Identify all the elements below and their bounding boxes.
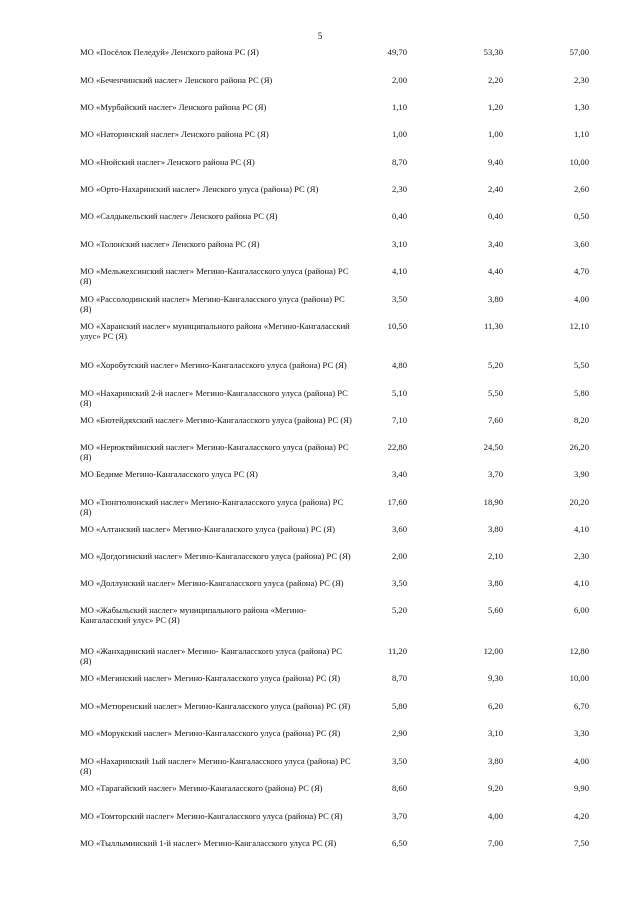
municipality-name: МО «Нахаринский 1ый наслег» Мегино-Кангаласского улуса (района) РС (Я) <box>80 756 351 776</box>
value-cell-v2: 5,60 <box>487 605 503 615</box>
municipality-name: МО «Наторинский наслег» Ленского района РС (Я) <box>80 129 269 139</box>
value-cell-v2: 3,80 <box>487 756 503 766</box>
value-cell-v3: 4,20 <box>573 811 589 821</box>
value-cell-v3: 10,00 <box>569 673 589 683</box>
value-cell-v1: 3,50 <box>391 578 407 588</box>
municipality-name: МО «Мегинский наслег» Мегино-Кангаласского улуса (района) РС (Я) <box>80 673 341 683</box>
value-cell-v2: 1,20 <box>487 102 503 112</box>
value-cell-v3: 1,10 <box>573 129 589 139</box>
municipality-name: МО «Беченчинский наслег» Ленского района РС (Я) <box>80 75 273 85</box>
value-cell-v3: 5,80 <box>573 388 589 398</box>
value-cell-v1: 0,40 <box>391 211 407 221</box>
municipality-name: МО «Тарагайский наслег» Мегино-Кангаласского (района) РС (Я) <box>80 783 323 793</box>
value-cell-v2: 9,30 <box>487 673 503 683</box>
value-cell-v1: 2,90 <box>391 728 407 738</box>
value-cell-v3: 3,30 <box>573 728 589 738</box>
value-cell-v1: 4,80 <box>391 360 407 370</box>
page-number: 5 <box>317 31 323 41</box>
value-cell-v3: 5,50 <box>573 360 589 370</box>
value-cell-v1: 10,50 <box>387 321 407 331</box>
value-cell-v3: 3,90 <box>573 469 589 479</box>
value-cell-v2: 7,60 <box>487 415 503 425</box>
value-cell-v1: 3,70 <box>391 811 407 821</box>
value-cell-v3: 20,20 <box>569 497 589 507</box>
municipality-name: МО «Догдогинский наслег» Мегино-Кангаласского улуса (района) РС (Я) <box>80 551 351 561</box>
value-cell-v2: 18,90 <box>483 497 503 507</box>
municipality-name: МО «Толонский наслег» Ленского района РС (Я) <box>80 239 260 249</box>
value-cell-v1: 2,30 <box>391 184 407 194</box>
value-cell-v2: 5,20 <box>487 360 503 370</box>
value-cell-v2: 3,80 <box>487 294 503 304</box>
value-cell-v1: 4,10 <box>391 266 407 276</box>
municipality-name: МО «Орто-Нахаринский наслег» Ленского улуса (района) РС (Я) <box>80 184 319 194</box>
value-cell-v2: 5,50 <box>487 388 503 398</box>
value-cell-v3: 2,60 <box>573 184 589 194</box>
value-cell-v2: 0,40 <box>487 211 503 221</box>
value-cell-v3: 12,80 <box>569 646 589 656</box>
value-cell-v3: 2,30 <box>573 75 589 85</box>
value-cell-v3: 4,00 <box>573 294 589 304</box>
value-cell-v3: 6,70 <box>573 701 589 711</box>
value-cell-v1: 5,80 <box>391 701 407 711</box>
municipality-name: МО «Жабыльский наслег» муниципального района «Мегино-Кангаласский улус» РС (Я) <box>80 605 307 625</box>
value-cell-v2: 9,40 <box>487 157 503 167</box>
value-cell-v3: 4,10 <box>573 524 589 534</box>
municipality-name: МО Бедиме Мегино-Кангаласского улуса РС (Я) <box>80 469 258 479</box>
municipality-name: МО «Жанхадинский наслег» Мегино- Кангаласского улуса (района) РС (Я) <box>80 646 343 666</box>
value-cell-v1: 5,20 <box>391 605 407 615</box>
municipality-name: МО «Нахаринский 2-й наслег» Мегино-Кангаласского улуса (района) РС (Я) <box>80 388 348 408</box>
value-cell-v3: 9,90 <box>573 783 589 793</box>
value-cell-v1: 5,10 <box>391 388 407 398</box>
value-cell-v2: 3,70 <box>487 469 503 479</box>
value-cell-v3: 4,10 <box>573 578 589 588</box>
value-cell-v2: 3,10 <box>487 728 503 738</box>
municipality-name: МО «Метюренский наслег» Мегино-Кангаласского улуса (района) РС (Я) <box>80 701 351 711</box>
value-cell-v1: 11,20 <box>387 646 407 656</box>
value-cell-v1: 6,50 <box>391 838 407 848</box>
value-cell-v2: 53,30 <box>483 47 503 57</box>
value-cell-v3: 10,00 <box>569 157 589 167</box>
value-cell-v3: 57,00 <box>569 47 589 57</box>
municipality-name: МО «Рассолодинский наслег» Мегино-Кангаласского улуса (района) РС (Я) <box>80 294 345 314</box>
value-cell-v2: 11,30 <box>483 321 503 331</box>
municipality-name: МО «Тюнгюлюнский наслег» Мегино-Кангаласского улуса (района) РС (Я) <box>80 497 344 517</box>
value-cell-v2: 6,20 <box>487 701 503 711</box>
value-cell-v3: 26,20 <box>569 442 589 452</box>
value-cell-v1: 1,00 <box>391 129 407 139</box>
value-cell-v3: 8,20 <box>573 415 589 425</box>
value-cell-v1: 3,50 <box>391 756 407 766</box>
value-cell-v1: 1,10 <box>391 102 407 112</box>
municipality-name: МО «Доллунский наслег» Мегино-Кангаласского улуса (района) РС (Я) <box>80 578 344 588</box>
municipality-name: МО «Мельжехсинский наслег» Мегино-Кангаласского улуса (района) РС (Я) <box>80 266 349 286</box>
value-cell-v1: 17,60 <box>387 497 407 507</box>
municipality-name: МО «Хоробутский наслег» Мегино-Кангаласского улуса (района) РС (Я) <box>80 360 347 370</box>
value-cell-v2: 9,20 <box>487 783 503 793</box>
municipality-name: МО «Харанский наслег» муниципального района «Мегино-Кангаласский улус» РС (Я) <box>80 321 350 341</box>
value-cell-v2: 12,00 <box>483 646 503 656</box>
value-cell-v3: 3,60 <box>573 239 589 249</box>
value-cell-v3: 7,50 <box>573 838 589 848</box>
value-cell-v3: 1,30 <box>573 102 589 112</box>
value-cell-v3: 4,00 <box>573 756 589 766</box>
value-cell-v1: 49,70 <box>387 47 407 57</box>
municipality-name: МО «Морукский наслег» Мегино-Кангаласского улуса (района) РС (Я) <box>80 728 341 738</box>
value-cell-v2: 2,20 <box>487 75 503 85</box>
value-cell-v2: 2,40 <box>487 184 503 194</box>
value-cell-v3: 12,10 <box>569 321 589 331</box>
value-cell-v2: 4,00 <box>487 811 503 821</box>
value-cell-v2: 3,80 <box>487 524 503 534</box>
value-cell-v1: 8,70 <box>391 673 407 683</box>
municipality-name: МО «Нюйский наслег» Ленского района РС (Я) <box>80 157 255 167</box>
value-cell-v3: 2,30 <box>573 551 589 561</box>
value-cell-v3: 6,00 <box>573 605 589 615</box>
municipality-name: МО «Бютейдяхский наслег» Мегино-Кангаласского улуса (района) РС (Я) <box>80 415 352 425</box>
value-cell-v1: 3,10 <box>391 239 407 249</box>
value-cell-v1: 7,10 <box>391 415 407 425</box>
value-cell-v2: 1,00 <box>487 129 503 139</box>
value-cell-v1: 3,60 <box>391 524 407 534</box>
value-cell-v1: 2,00 <box>391 551 407 561</box>
municipality-name: МО «Салдыкельский наслег» Ленского района РС (Я) <box>80 211 278 221</box>
value-cell-v2: 3,80 <box>487 578 503 588</box>
municipality-name: МО «Мурбайский наслег» Ленского района РС (Я) <box>80 102 267 112</box>
value-cell-v1: 8,60 <box>391 783 407 793</box>
value-cell-v1: 3,40 <box>391 469 407 479</box>
municipality-name: МО «Алтанский наслег» Мегино-Кангалаского улуса (района) РС (Я) <box>80 524 335 534</box>
municipality-name: МО «Томторский наслег» Мегино-Кангаласского улуса (района) РС (Я) <box>80 811 343 821</box>
value-cell-v2: 24,50 <box>483 442 503 452</box>
value-cell-v2: 2,10 <box>487 551 503 561</box>
municipality-name: МО «Посёлок Пеледуй» Ленского района РС (Я) <box>80 47 259 57</box>
value-cell-v3: 4,70 <box>573 266 589 276</box>
municipality-name: МО «Тыллыминский 1-й наслег» Мегино-Кангаласского улуса РС (Я) <box>80 838 337 848</box>
value-cell-v1: 22,80 <box>387 442 407 452</box>
value-cell-v2: 3,40 <box>487 239 503 249</box>
value-cell-v1: 8,70 <box>391 157 407 167</box>
value-cell-v2: 7,00 <box>487 838 503 848</box>
value-cell-v2: 4,40 <box>487 266 503 276</box>
value-cell-v3: 0,50 <box>573 211 589 221</box>
value-cell-v1: 3,50 <box>391 294 407 304</box>
value-cell-v1: 2,00 <box>391 75 407 85</box>
municipality-name: МО «Нерюктяйинский наслег» Мегино-Кангаласского улуса (района) РС (Я) <box>80 442 349 462</box>
